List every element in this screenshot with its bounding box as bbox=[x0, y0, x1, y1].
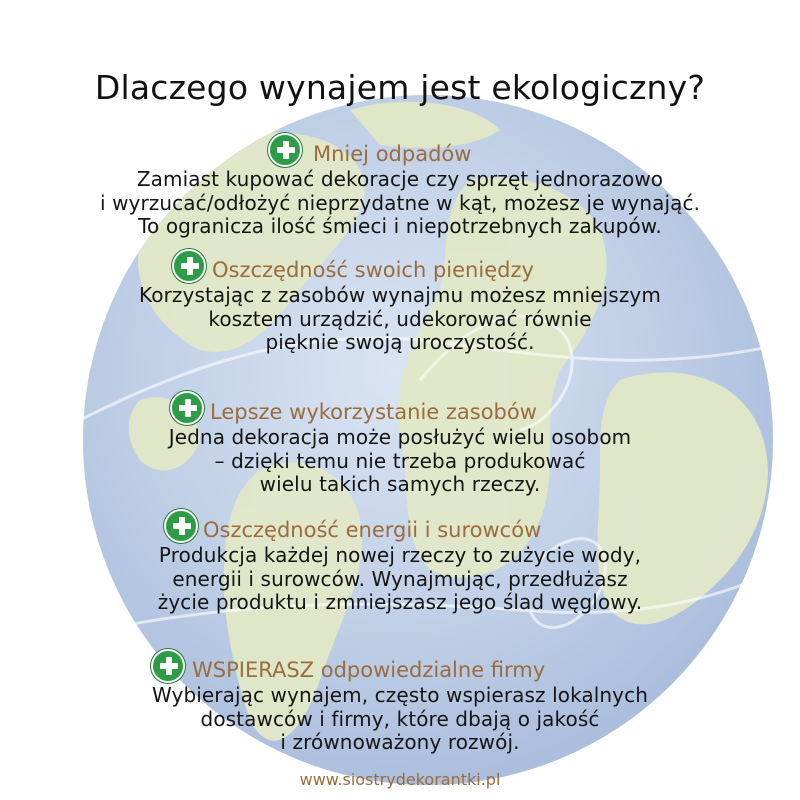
benefit-heading: WSPIERASZ odpowiedzialne firmy bbox=[192, 658, 546, 682]
benefit-heading-row bbox=[0, 140, 800, 168]
plus-icon bbox=[268, 133, 302, 167]
benefit-heading: Mniej odpadów bbox=[313, 142, 472, 166]
plus-icon bbox=[164, 509, 198, 543]
benefit-section-less-waste bbox=[0, 140, 800, 239]
benefit-description: Zamiast kupować dekoracje czy sprzęt jednorazowo i wyrzucać/odłożyć nieprzydatne w kąt, możesz je wynająć. To ogranicza ilość śmieci i niepotrzebnych zakupów. bbox=[99, 167, 701, 238]
benefit-heading: Lepsze wykorzystanie zasobów bbox=[210, 400, 537, 424]
benefit-heading: Oszczędność energii i surowców bbox=[203, 518, 542, 542]
benefit-section-better-resources bbox=[0, 398, 800, 497]
plus-icon bbox=[151, 649, 185, 683]
plus-icon bbox=[172, 249, 206, 283]
benefit-description: Produkcja każdej nowej rzeczy to zużycie wody, energii i surowców. Wynajmując, przedłużasz życie produktu i zmniejszasz jego ślad węglowy. bbox=[157, 543, 643, 614]
benefit-section-save-energy bbox=[0, 516, 800, 615]
benefit-heading-row bbox=[0, 516, 800, 544]
benefit-description: Jedna dekoracja może posłużyć wielu osobom – dzięki temu nie trzeba produkować wielu takich samych rzeczy. bbox=[168, 425, 632, 496]
plus-icon bbox=[170, 391, 204, 425]
page-title: Dlaczego wynajem jest ekologiczny? bbox=[94, 68, 706, 107]
benefit-description: Wybierając wynajem, często wspierasz lokalnych dostawców i firmy, które dbają o jakość i zrównoważony rozwój. bbox=[151, 683, 648, 754]
benefit-section-support-firms bbox=[0, 656, 800, 755]
benefit-section-save-money bbox=[0, 256, 800, 355]
benefit-heading-row bbox=[0, 398, 800, 426]
website-link[interactable]: www.siostrydekorantki.pl bbox=[299, 770, 501, 789]
benefit-heading-row bbox=[0, 256, 800, 284]
benefit-heading: Oszczędność swoich pieniędzy bbox=[212, 258, 534, 282]
benefit-description: Korzystając z zasobów wynajmu możesz mniejszym kosztem urządzić, udekorować równie pięknie swoją uroczystość. bbox=[139, 283, 661, 354]
benefit-heading-row bbox=[0, 656, 800, 684]
